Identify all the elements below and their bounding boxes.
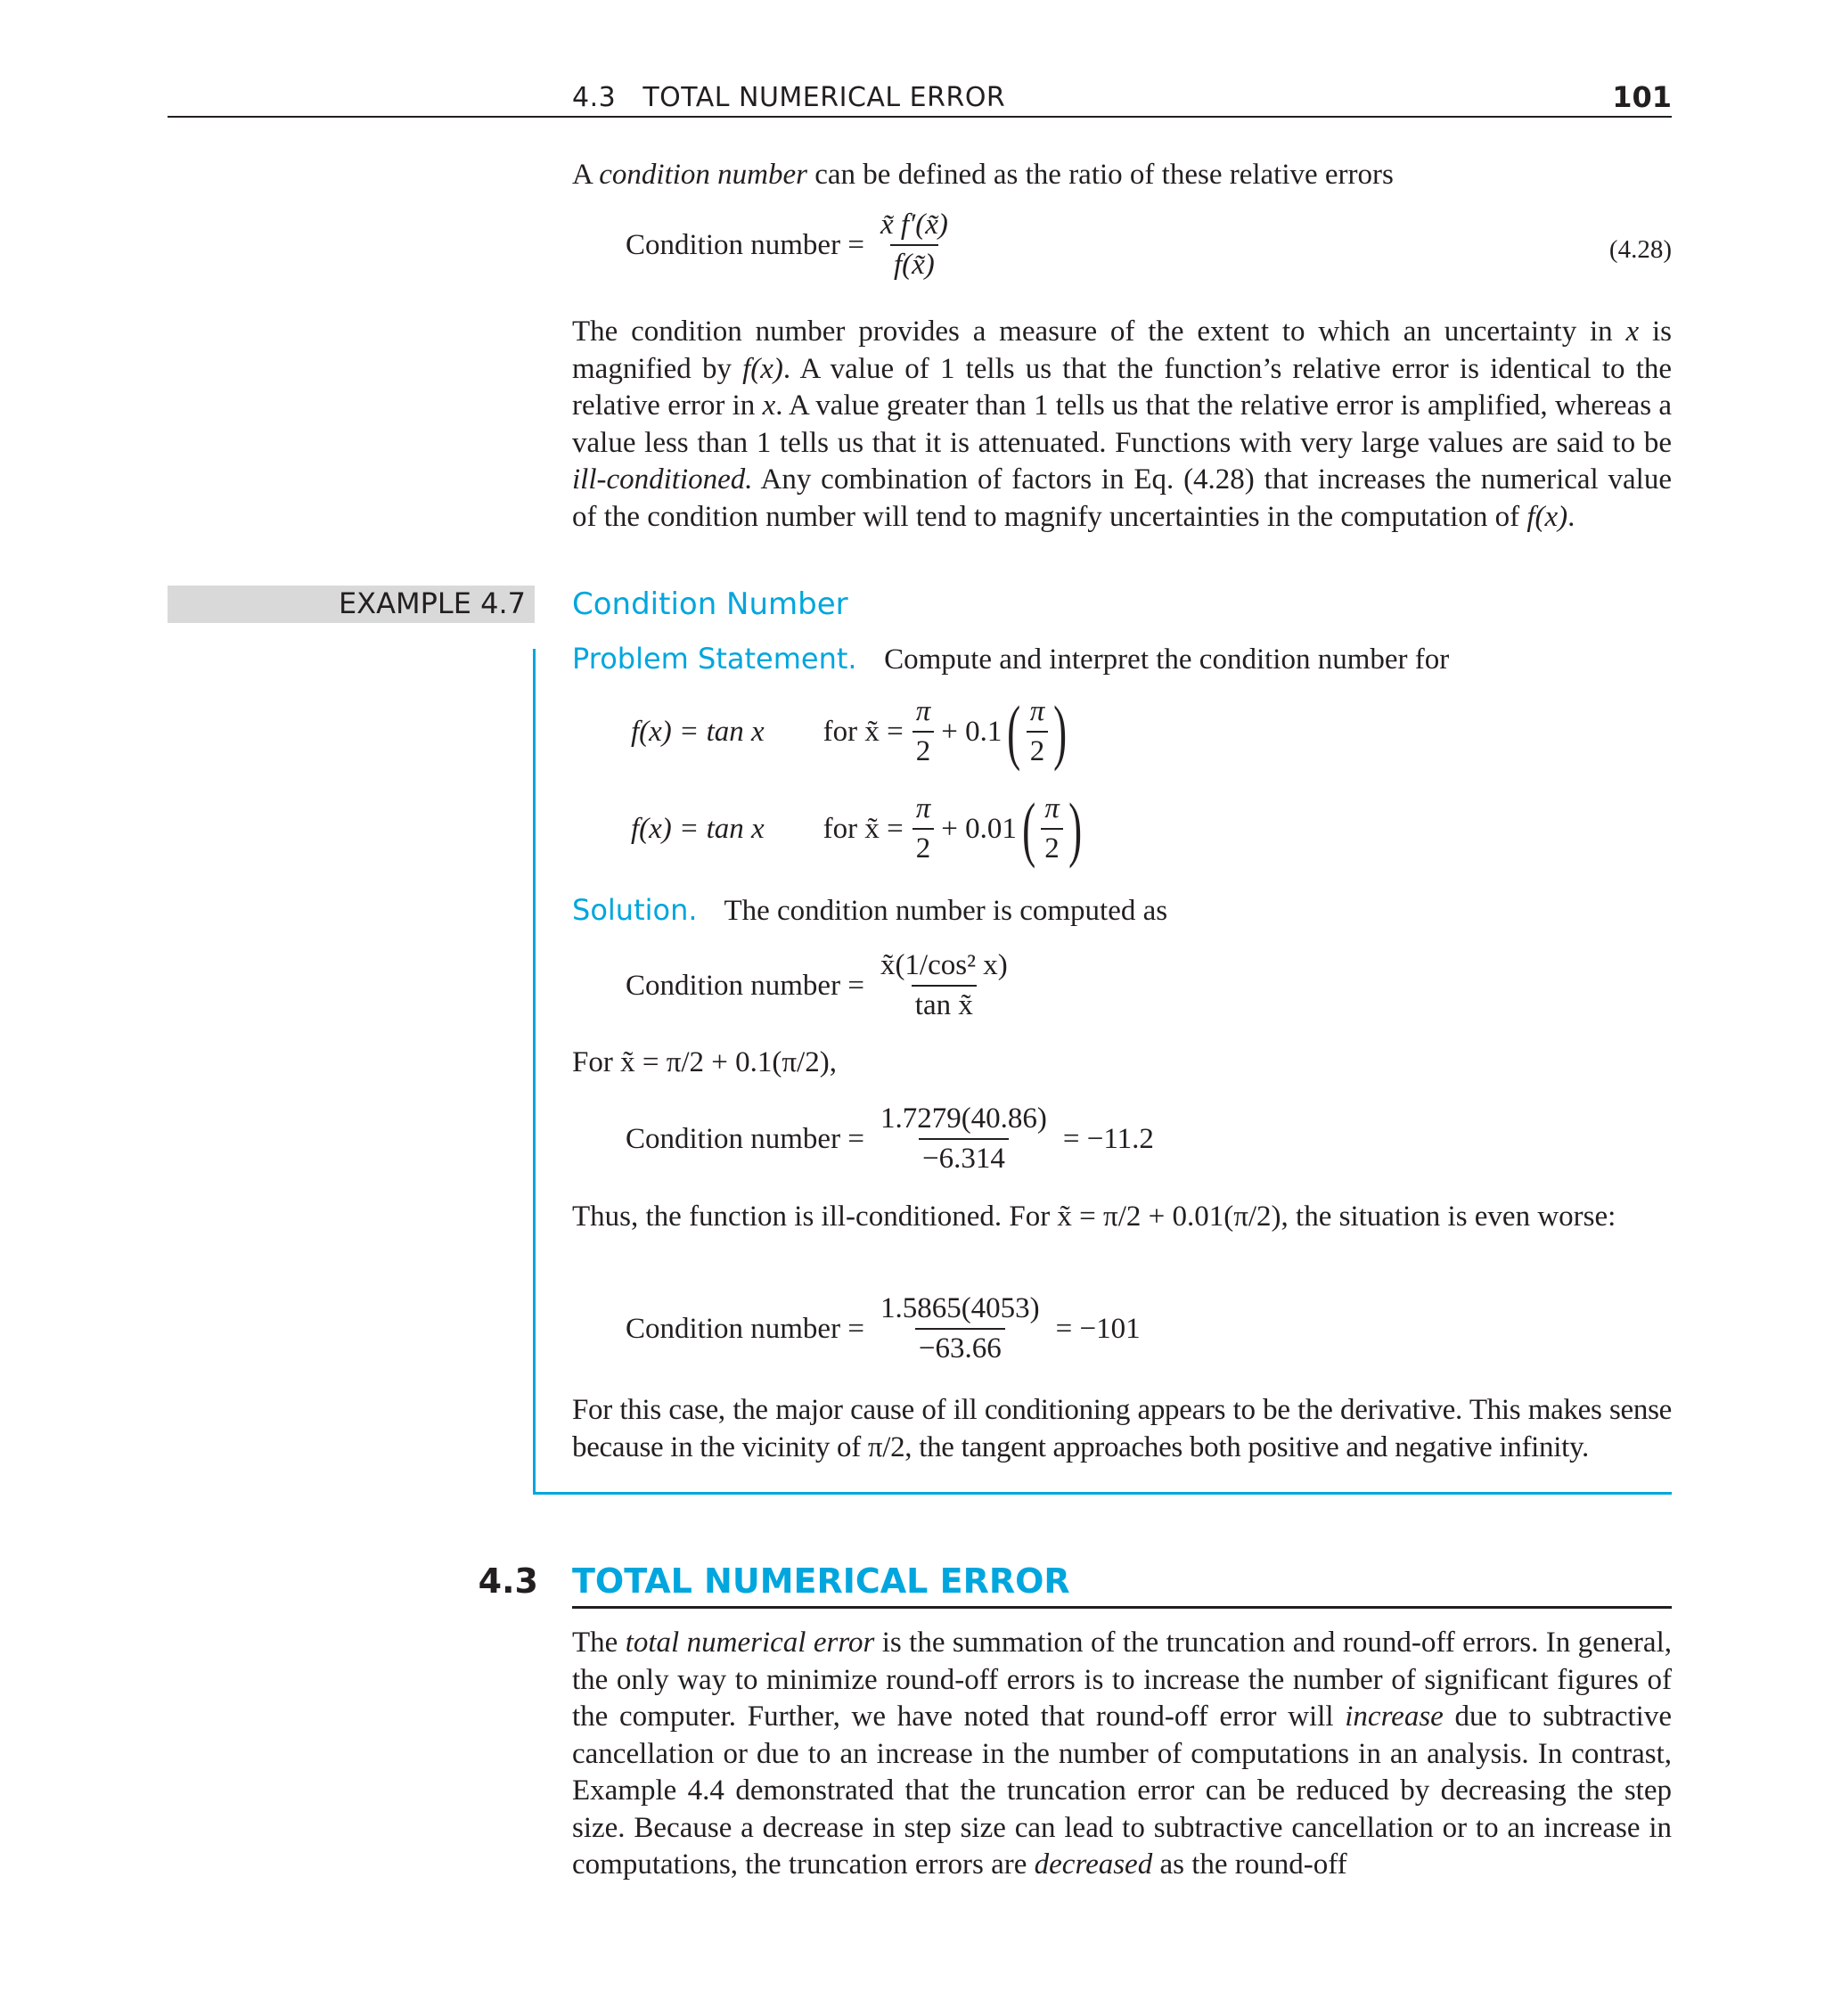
example-label: EXAMPLE 4.7 [338, 586, 526, 620]
problem-statement-heading: Problem Statement. [572, 642, 857, 676]
two: 2 [1027, 731, 1049, 768]
fraction [877, 1102, 1051, 1176]
text-run: Any combination of factors in Eq. (4.28) that increases the numerical value of the condition number will tend to magnify uncertainties in the computation of [572, 463, 1672, 533]
text-run: is the summation of the truncation and round-off errors. In general, the only way to minimize round-off errors is to increase the number of significant figures of the computer. Further, we have noted that round-off error will [572, 1627, 1672, 1733]
pi: π [915, 792, 931, 824]
equation-tag: (4.28) [1608, 235, 1672, 264]
paren-open: ( [1007, 691, 1021, 772]
fraction-numerator: 1.7279(40.86) [880, 1102, 1047, 1135]
example-box-bottom-rule [533, 1492, 1672, 1495]
function-2-for: for x̃ = [822, 812, 904, 845]
emphasis-decreased: decreased [1034, 1848, 1153, 1881]
math-x: x [762, 389, 776, 422]
equation-label: Condition number = [626, 228, 864, 261]
solution [572, 893, 1167, 928]
function-2-lhs: f(x) = tan x [631, 812, 765, 845]
paren-close: ) [1053, 691, 1068, 772]
math-fx: f(x) [1526, 500, 1568, 533]
two: 2 [1041, 828, 1063, 865]
text-run: . A value greater than 1 tells us that the relative error is amplified, whereas a value less than 1 tells us that it is attenuated. Functions with very large values are said to be [572, 389, 1672, 459]
emphasis-increase: increase [1345, 1700, 1444, 1733]
fraction-numerator: x̃ f′(x̃) [880, 209, 948, 241]
pi-over-two [912, 792, 935, 865]
text-run: A [572, 159, 600, 191]
text-run: due to subtractive cancellation or due to an increase in the number of computations in an analysis. In contrast, Example 4.4 demonstrated that the truncation error can be reduced by decreasing the step size. Because a decrease in step size can lead to subtractive cancellation or to an increase in computations, the truncation errors are [572, 1700, 1672, 1881]
example-box-left-rule [533, 649, 536, 1495]
emphasis-condition-number: condition number [599, 159, 807, 191]
text-run: is magnified by [572, 316, 1673, 385]
section-paragraph [572, 1625, 1672, 1884]
function-1 [631, 691, 1073, 772]
pi: π [1044, 792, 1060, 824]
text-run: The condition number provides a measure of the extent to which an uncertainty in [572, 316, 1626, 348]
calculation-1 [626, 1102, 1154, 1176]
calculation-2 [626, 1292, 1141, 1365]
thus-paragraph: Thus, the function is ill-conditioned. For x̃ = π/2 + 0.01(π/2), the situation is even worse: [572, 1201, 1616, 1233]
equation-4-28 [626, 209, 952, 282]
example-conclusion: For this case, the major cause of ill conditioning appears to be the derivative. This makes sense because in the vicinity of π/2, the tangent approaches both positive and negative infinity. [572, 1394, 1672, 1463]
fraction-denominator: −6.314 [919, 1138, 1009, 1176]
fraction-denominator: f(x̃) [890, 244, 938, 282]
function-1-coefficient: + 0.1 [941, 715, 1003, 748]
calculation-1-result: = −11.2 [1062, 1122, 1154, 1155]
section-title: TOTAL NUMERICAL ERROR [572, 1561, 1070, 1601]
function-1-lhs: f(x) = tan x [631, 715, 765, 748]
header-rule [168, 116, 1672, 118]
math-fx: f(x) [742, 352, 783, 385]
pi-over-two [1027, 695, 1049, 768]
section-rule [572, 1606, 1672, 1609]
text-run: as the round-off [1152, 1848, 1347, 1881]
text-run: can be defined as the ratio of these relative errors [807, 159, 1394, 191]
text-run: . A value of 1 tells us that the function’s relative error is identical to the relative error in [572, 352, 1673, 422]
function-1-for: for x̃ = [822, 715, 904, 748]
example-title: Condition Number [572, 586, 848, 622]
two: 2 [912, 731, 935, 768]
text-run: . [1567, 500, 1575, 533]
paren-close: ) [1068, 788, 1082, 869]
function-2 [631, 788, 1087, 869]
fraction-numerator: x̃(1/cos² x) [880, 949, 1008, 981]
text-run: The [572, 1627, 626, 1659]
fraction-denominator: −63.66 [915, 1328, 1005, 1365]
math-x: x [1625, 316, 1640, 348]
problem-statement-text: Compute and interpret the condition number for [884, 643, 1450, 676]
pi: π [915, 695, 931, 727]
pi: π [1029, 695, 1045, 727]
solution-text: The condition number is computed as [724, 895, 1168, 927]
fraction [877, 209, 952, 282]
intro-paragraph-2 [572, 314, 1672, 536]
fraction [877, 949, 1011, 1022]
page-number: 101 [1612, 80, 1672, 114]
paren-open: ( [1022, 788, 1036, 869]
condition-number-formula [626, 949, 1011, 1022]
calculation-2-result: = −101 [1055, 1312, 1141, 1345]
equation-label: Condition number = [626, 1122, 864, 1155]
pi-over-two [1041, 792, 1063, 865]
emphasis-total-numerical-error: total numerical error [625, 1627, 875, 1659]
section-number: 4.3 [478, 1561, 538, 1601]
problem-statement [572, 642, 1449, 676]
pi-over-two [912, 695, 935, 768]
fraction-denominator: tan x̃ [912, 985, 977, 1022]
intro-paragraph-1 [572, 157, 1672, 194]
two: 2 [912, 828, 935, 865]
fraction [877, 1292, 1043, 1365]
function-2-coefficient: + 0.01 [941, 812, 1017, 845]
equation-label: Condition number = [626, 969, 864, 1002]
solution-heading: Solution. [572, 893, 698, 927]
fraction-numerator: 1.5865(4053) [880, 1292, 1040, 1324]
equation-label: Condition number = [626, 1312, 864, 1345]
emphasis-ill-conditioned: ill-conditioned. [572, 463, 753, 496]
running-header-title: 4.3 TOTAL NUMERICAL ERROR [572, 82, 1006, 113]
for-case-1: For x̃ = π/2 + 0.1(π/2), [572, 1046, 837, 1078]
